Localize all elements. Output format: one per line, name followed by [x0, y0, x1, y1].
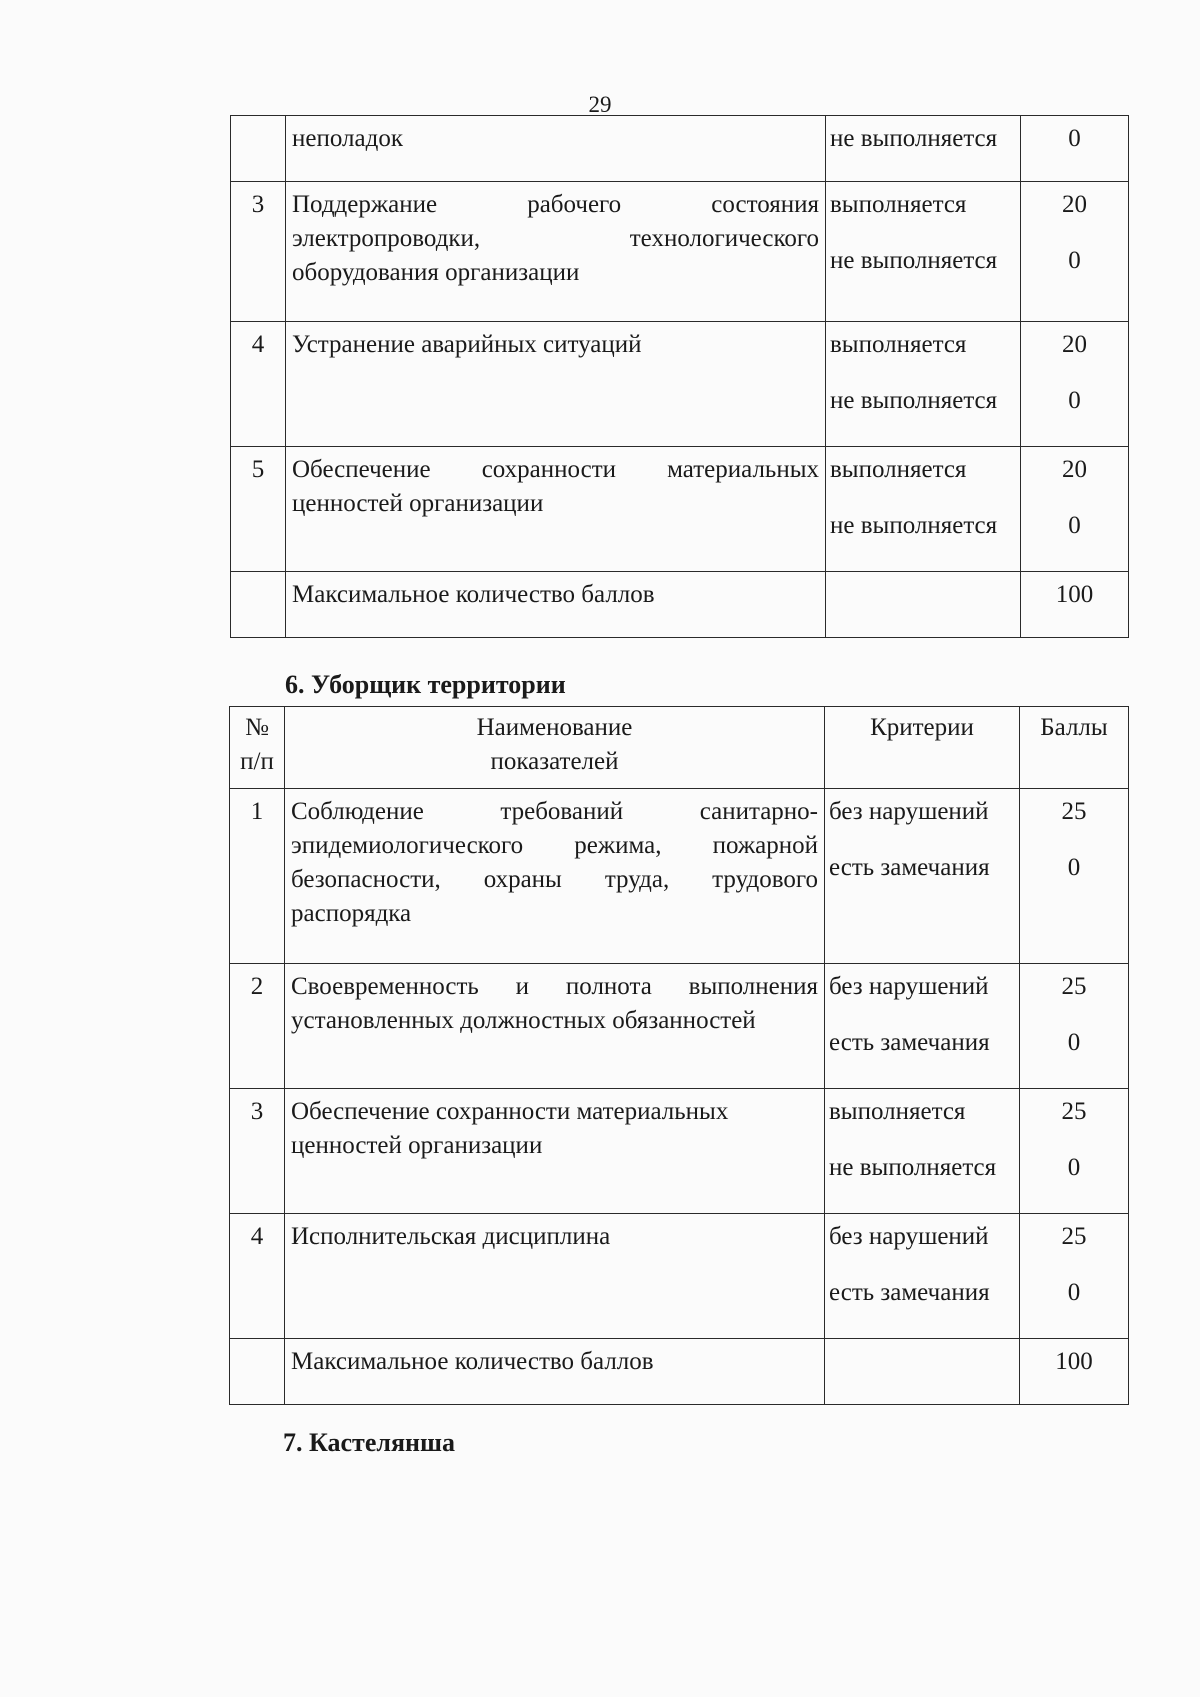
- points-total: 100: [1021, 572, 1129, 638]
- header-num: № п/п: [230, 707, 285, 789]
- criteria-cell: без нарушений есть замечания: [825, 789, 1020, 964]
- row-number: 4: [230, 1214, 285, 1339]
- row-number: 4: [231, 322, 286, 447]
- row-number: [230, 1339, 285, 1405]
- criteria-cell: выполняется не выполняется: [826, 182, 1021, 322]
- row-number: 3: [231, 182, 286, 322]
- table-row: [230, 964, 1129, 1089]
- points-cell: 25 0: [1020, 964, 1129, 1089]
- header-criteria: Критерии: [825, 707, 1020, 789]
- criteria-table-cleaner: [229, 706, 1129, 1405]
- criteria-cell: без нарушений есть замечания: [825, 1214, 1020, 1339]
- table-row: [231, 182, 1129, 322]
- criteria-cell: [826, 572, 1021, 638]
- indicator-name: неполадок: [286, 116, 826, 182]
- row-number: [231, 572, 286, 638]
- table-row: [230, 1214, 1129, 1339]
- criteria-cell: не выполняется: [826, 116, 1021, 182]
- indicator-name: Обеспечение сохранности материальных ценностей организации: [285, 1089, 825, 1214]
- table-row: [230, 1089, 1129, 1214]
- table-row-total: [231, 572, 1129, 638]
- row-number: 3: [230, 1089, 285, 1214]
- page-number: 29: [588, 92, 612, 117]
- row-number: 2: [230, 964, 285, 1089]
- table-row: [231, 447, 1129, 572]
- indicator-name: Своевременность и полнота выполнения установленных должностных обязанностей: [285, 964, 825, 1089]
- indicator-name: Максимальное количество баллов: [286, 572, 826, 638]
- section-title: 7. Кастелянша: [283, 1428, 455, 1457]
- table-row: [231, 116, 1129, 182]
- points-cell: 25 0: [1020, 789, 1129, 964]
- points-cell: 25 0: [1020, 1214, 1129, 1339]
- points-cell: 0: [1021, 116, 1129, 182]
- points-total: 100: [1020, 1339, 1129, 1405]
- indicator-name: Поддержание рабочего состояния электропроводки, технологического оборудования организации: [286, 182, 826, 322]
- points-cell: 25 0: [1020, 1089, 1129, 1214]
- header-name: Наименование показателей: [285, 707, 825, 789]
- row-number: 5: [231, 447, 286, 572]
- table-header-row: [230, 707, 1129, 789]
- criteria-cell: выполняется не выполняется: [825, 1089, 1020, 1214]
- table-row-total: [230, 1339, 1129, 1405]
- indicator-name: Устранение аварийных ситуаций: [286, 322, 826, 447]
- header-points: Баллы: [1020, 707, 1129, 789]
- criteria-cell: без нарушений есть замечания: [825, 964, 1020, 1089]
- table-row: [230, 789, 1129, 964]
- indicator-name: Обеспечение сохранности материальных ценностей организации: [286, 447, 826, 572]
- criteria-cell: [825, 1339, 1020, 1405]
- indicator-name: Максимальное количество баллов: [285, 1339, 825, 1405]
- row-number: 1: [230, 789, 285, 964]
- table-row: [231, 322, 1129, 447]
- criteria-cell: выполняется не выполняется: [826, 322, 1021, 447]
- points-cell: 20 0: [1021, 182, 1129, 322]
- row-number: [231, 116, 286, 182]
- section-title: 6. Уборщик территории: [285, 670, 566, 699]
- criteria-cell: выполняется не выполняется: [826, 447, 1021, 572]
- indicator-name: Соблюдение требований санитарно- эпидемиологического режима, пожарной безопасности, охраны труда, трудового распорядка: [285, 789, 825, 964]
- criteria-table-continued: [230, 115, 1129, 638]
- points-cell: 20 0: [1021, 322, 1129, 447]
- indicator-name: Исполнительская дисциплина: [285, 1214, 825, 1339]
- points-cell: 20 0: [1021, 447, 1129, 572]
